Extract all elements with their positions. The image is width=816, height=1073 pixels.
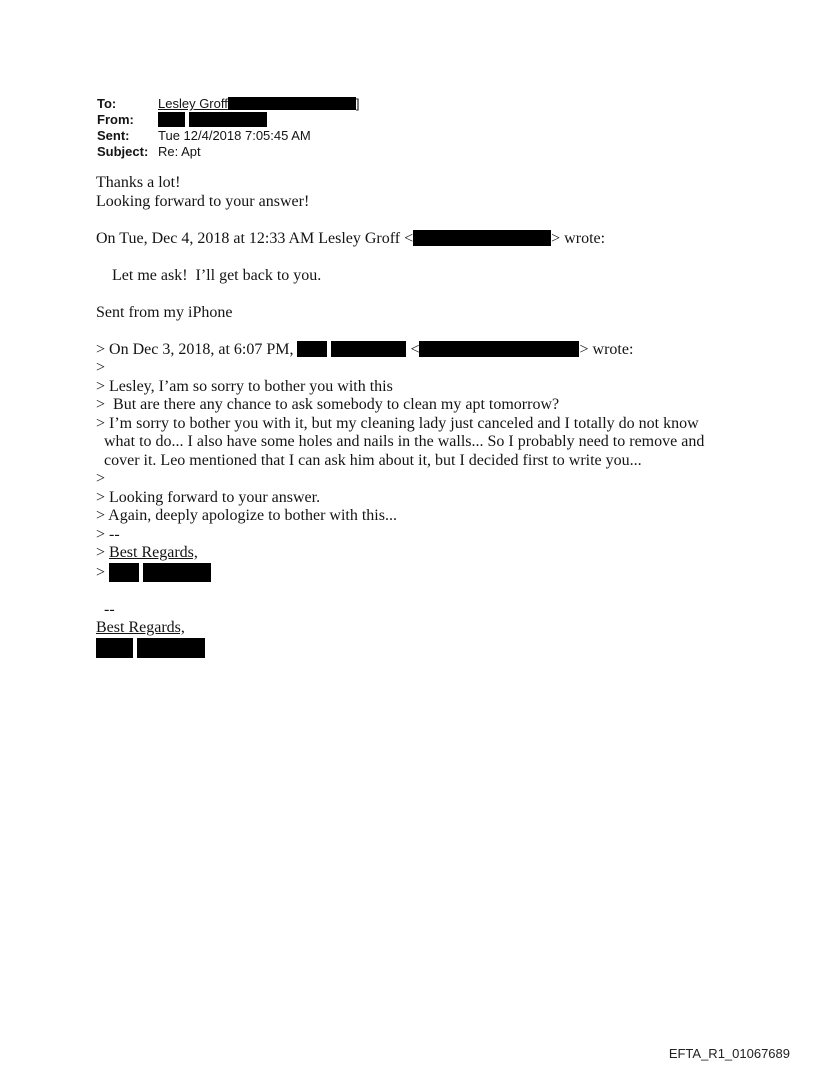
redaction-bar: [331, 341, 406, 357]
body-line: Looking forward to your answer!: [96, 192, 310, 210]
header-row: [97, 112, 359, 128]
redaction-bar: [189, 112, 267, 127]
email-header: [97, 96, 359, 160]
body-line: [96, 285, 796, 304]
body-line: what to do... I also have some holes and nails in the walls... So I probably need to remove and: [96, 433, 705, 450]
email-body: [96, 174, 796, 658]
underlined-text: Best Regards,: [109, 544, 198, 561]
body-line: [96, 582, 796, 601]
body-line: [96, 638, 796, 659]
redaction-bar: [109, 563, 139, 582]
body-line: > On Dec 3, 2018, at 6:07 PM, < > wrote:: [96, 340, 634, 358]
body-line: >: [96, 470, 106, 487]
body-line: > Lesley, I’am so sorry to bother you with this: [96, 377, 393, 395]
redaction-bar: [96, 638, 133, 658]
header-label: To:: [97, 96, 117, 111]
bates-number: EFTA_R1_01067689: [668, 1046, 790, 1061]
body-line: >: [96, 359, 106, 376]
header-label: From:: [97, 112, 134, 127]
body-line: cover it. Leo mentioned that I can ask him about it, but I decided first to write you...: [96, 451, 642, 469]
body-line: > But are there any chance to ask somebody to clean my apt tomorrow?: [96, 396, 560, 413]
body-line: > Best Regards,: [96, 544, 198, 561]
redaction-bar: [419, 341, 579, 357]
header-row: [97, 96, 359, 112]
body-line: [96, 322, 796, 341]
underlined-text: Best Regards,: [96, 619, 185, 636]
redaction-bar: [413, 230, 551, 246]
redaction-bar: [143, 563, 211, 582]
header-row: [97, 144, 359, 160]
body-line: [96, 211, 796, 230]
body-line: > Looking forward to your answer.: [96, 488, 321, 506]
body-line: --: [96, 600, 115, 618]
underlined-text: Lesley Groff: [158, 96, 228, 111]
header-value: [158, 112, 267, 128]
header-row: [97, 128, 359, 144]
header-label: Sent:: [97, 128, 130, 143]
body-line: On Tue, Dec 4, 2018 at 12:33 AM Lesley Groff < > wrote:: [96, 229, 606, 247]
body-line: [96, 619, 796, 638]
header-value: Re: Apt: [158, 144, 201, 159]
body-line: Sent from my iPhone: [96, 303, 233, 321]
redaction-bar: [297, 341, 327, 357]
body-line: Thanks a lot!: [96, 174, 181, 191]
body-line: [96, 248, 796, 267]
body-line: >: [96, 563, 796, 583]
body-line: > Again, deeply apologize to bother with this...: [96, 507, 397, 524]
header-label: Subject:: [97, 144, 149, 159]
redaction-bar: [228, 97, 356, 110]
body-line: > I’m sorry to bother you with it, but my cleaning lady just canceled and I totally do not know: [96, 414, 699, 432]
header-value: Lesley Groff ]: [158, 96, 360, 111]
header-value: Tue 12/4/2018 7:05:45 AM: [158, 128, 311, 143]
redaction-bar: [158, 112, 185, 127]
body-line: > --: [96, 525, 120, 543]
redaction-bar: [137, 638, 205, 658]
body-line: Let me ask! I’ll get back to you.: [96, 266, 322, 284]
